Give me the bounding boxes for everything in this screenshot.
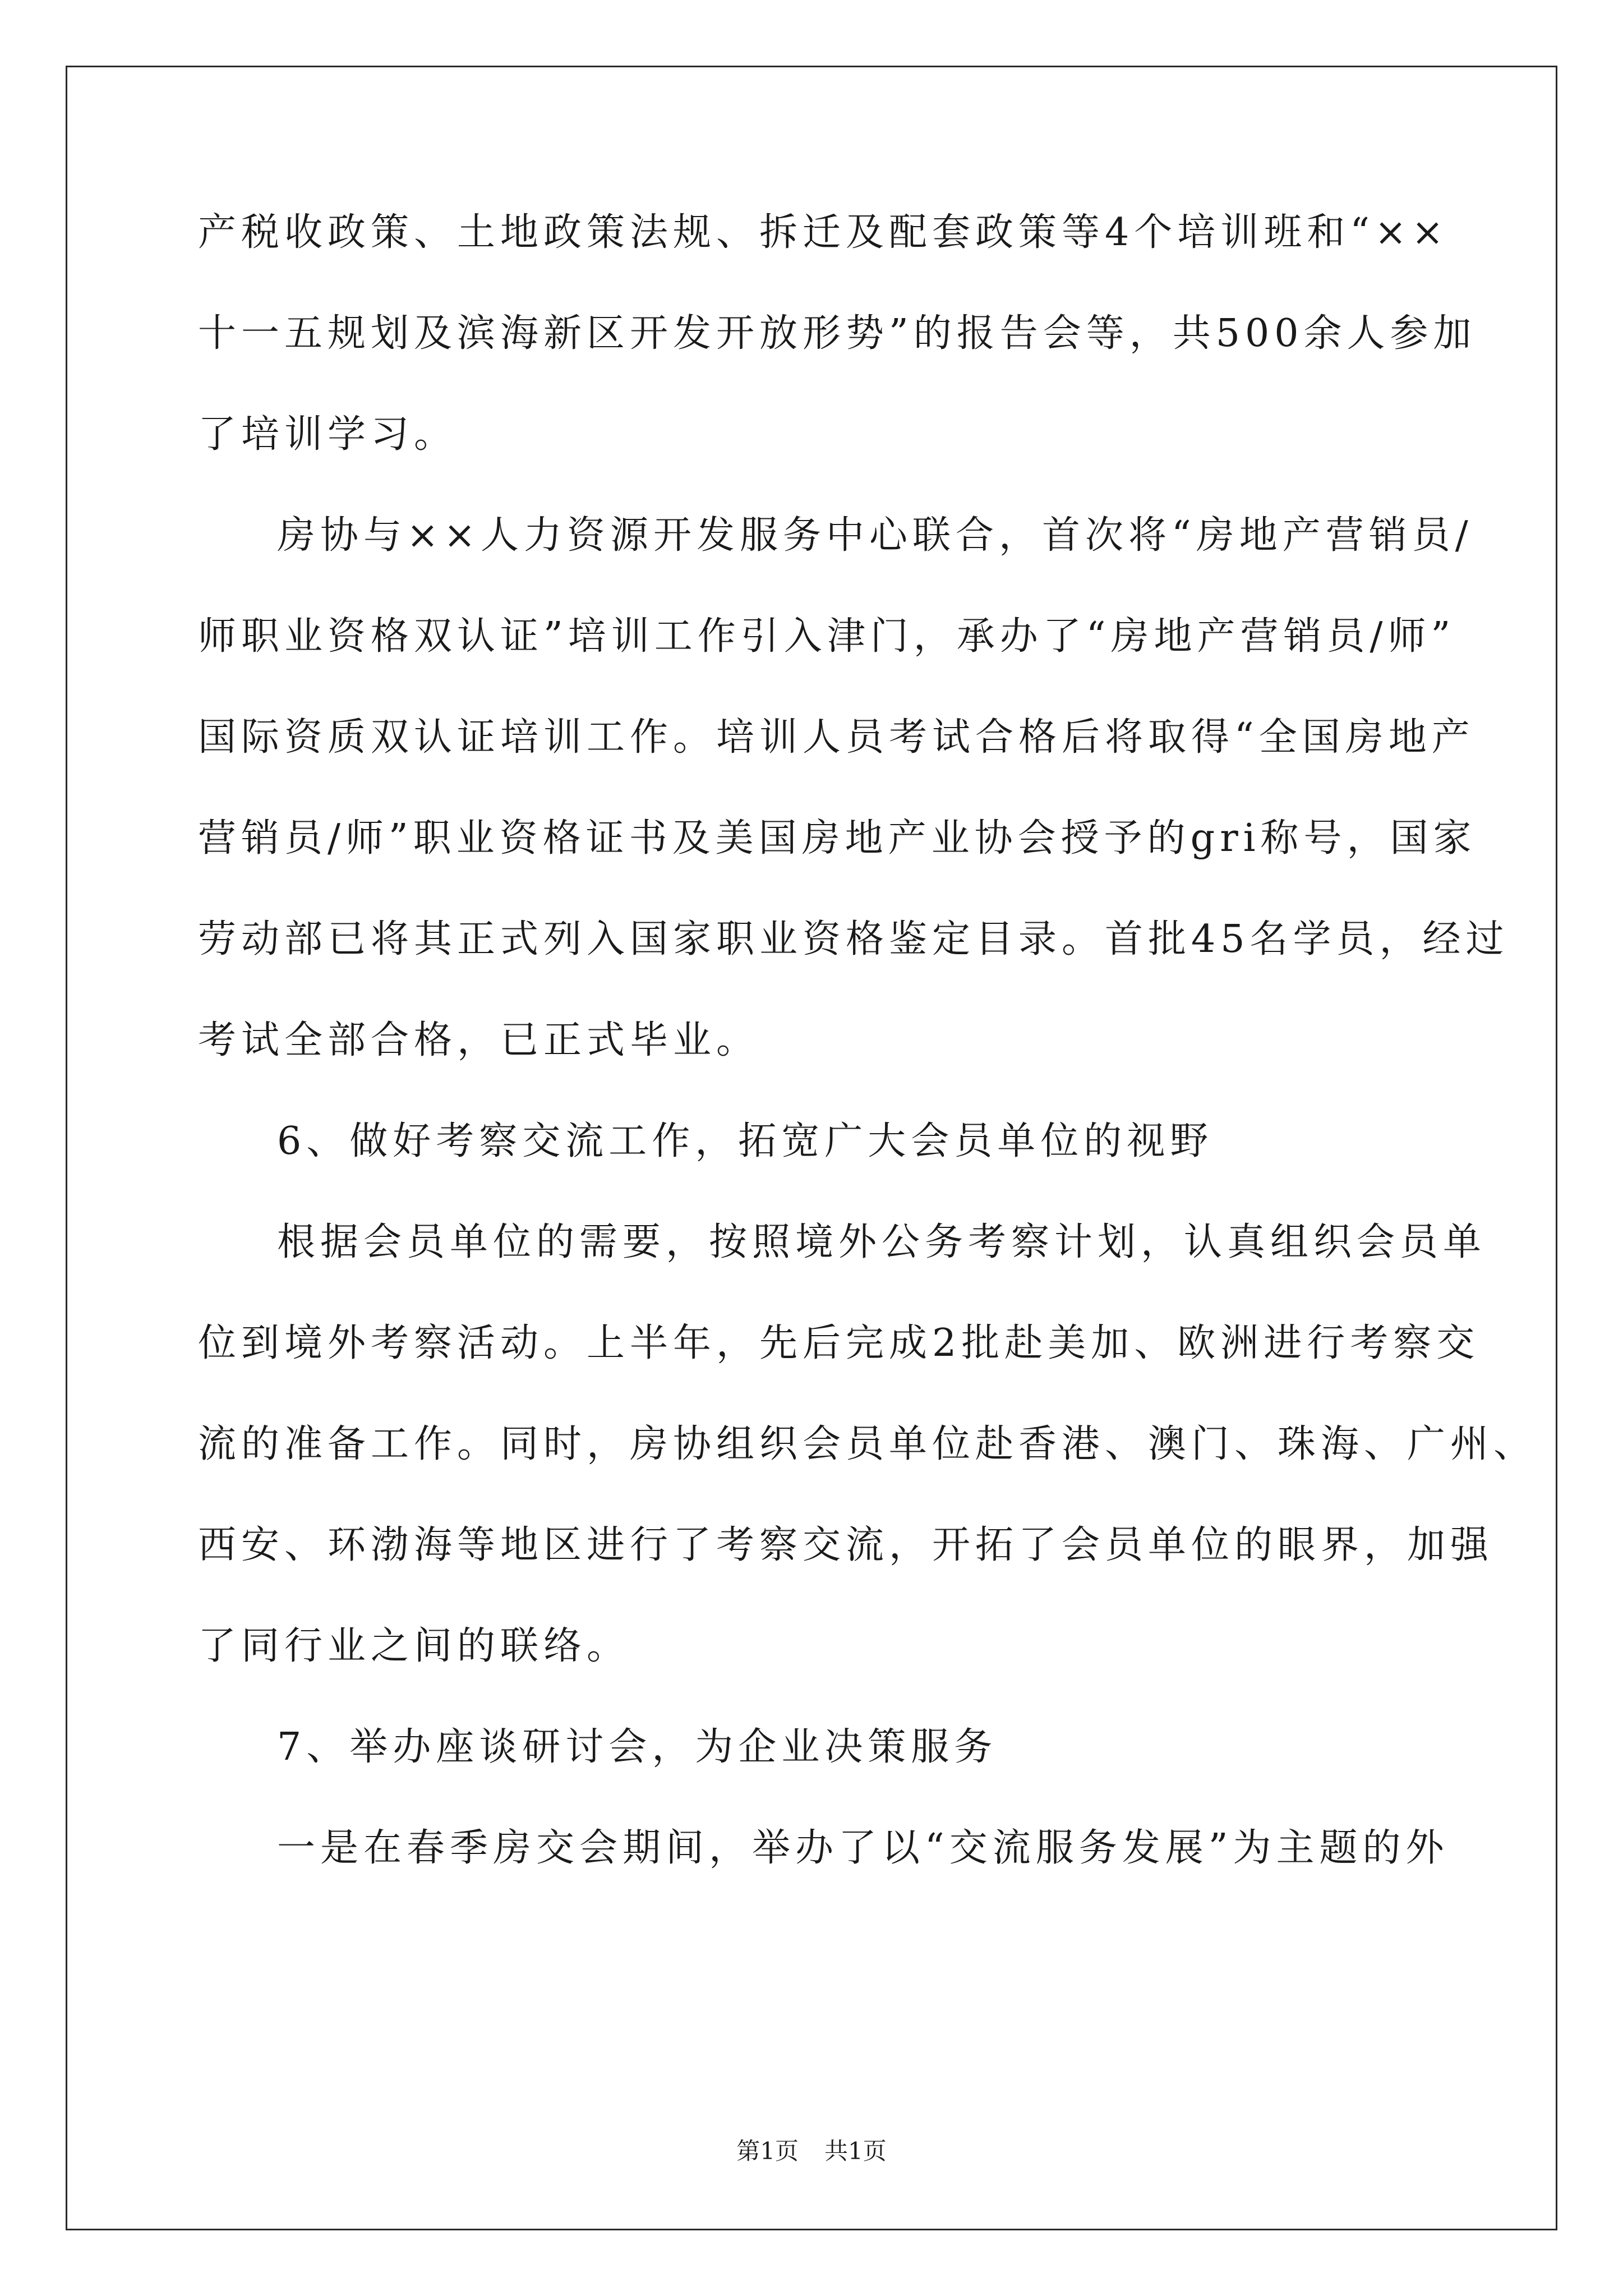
- text-line: 了培训学习。: [198, 412, 458, 457]
- text-line: 流的准备工作。同时，房协组织会员单位赴香港、澳门、珠海、广州、: [198, 1422, 1537, 1466]
- text-line: 营销员/师”职业资格证书及美国房地产业协会授予的gri称号，国家: [198, 816, 1477, 861]
- paragraph-start-line: 一是在春季房交会期间，举办了以“交流服务发展”为主题的外: [277, 1826, 1449, 1870]
- text-line: 考试全部合格，已正式毕业。: [198, 1018, 760, 1062]
- text-line: 十一五规划及滨海新区开发开放形势”的报告会等，共500余人参加: [198, 311, 1477, 356]
- text-line: 师职业资格双认证”培训工作引入津门，承办了“房地产营销员/师”: [198, 614, 1456, 659]
- text-line: 国际资质双认证培训工作。培训人员考试合格后将取得“全国房地产: [198, 715, 1475, 760]
- page-number: 第1页: [736, 2137, 799, 2165]
- text-line: 位到境外考察活动。上半年，先后完成2批赴美加、欧洲进行考察交: [198, 1321, 1480, 1365]
- text-line: 西安、环渤海等地区进行了考察交流，开拓了会员单位的眼界，加强: [198, 1523, 1494, 1567]
- text-line: 了同行业之间的联络。: [198, 1624, 630, 1668]
- page-footer: [0, 2134, 1623, 2168]
- text-line: 产税收政策、土地政策法规、拆迁及配套政策等4个培训班和“××: [198, 210, 1449, 255]
- paragraph-start-line: 根据会员单位的需要，按照境外公务考察计划，认真组织会员单: [277, 1220, 1487, 1264]
- section-heading: 7、举办座谈研讨会，为企业决策服务: [277, 1725, 998, 1769]
- text-line: 劳动部已将其正式列入国家职业资格鉴定目录。首批45名学员，经过: [198, 917, 1509, 961]
- page-total: 共1页: [824, 2137, 887, 2165]
- paragraph-start-line: 房协与××人力资源开发服务中心联合，首次将“房地产营销员/: [277, 513, 1473, 558]
- section-heading: 6、做好考察交流工作，拓宽广大会员单位的视野: [277, 1119, 1214, 1163]
